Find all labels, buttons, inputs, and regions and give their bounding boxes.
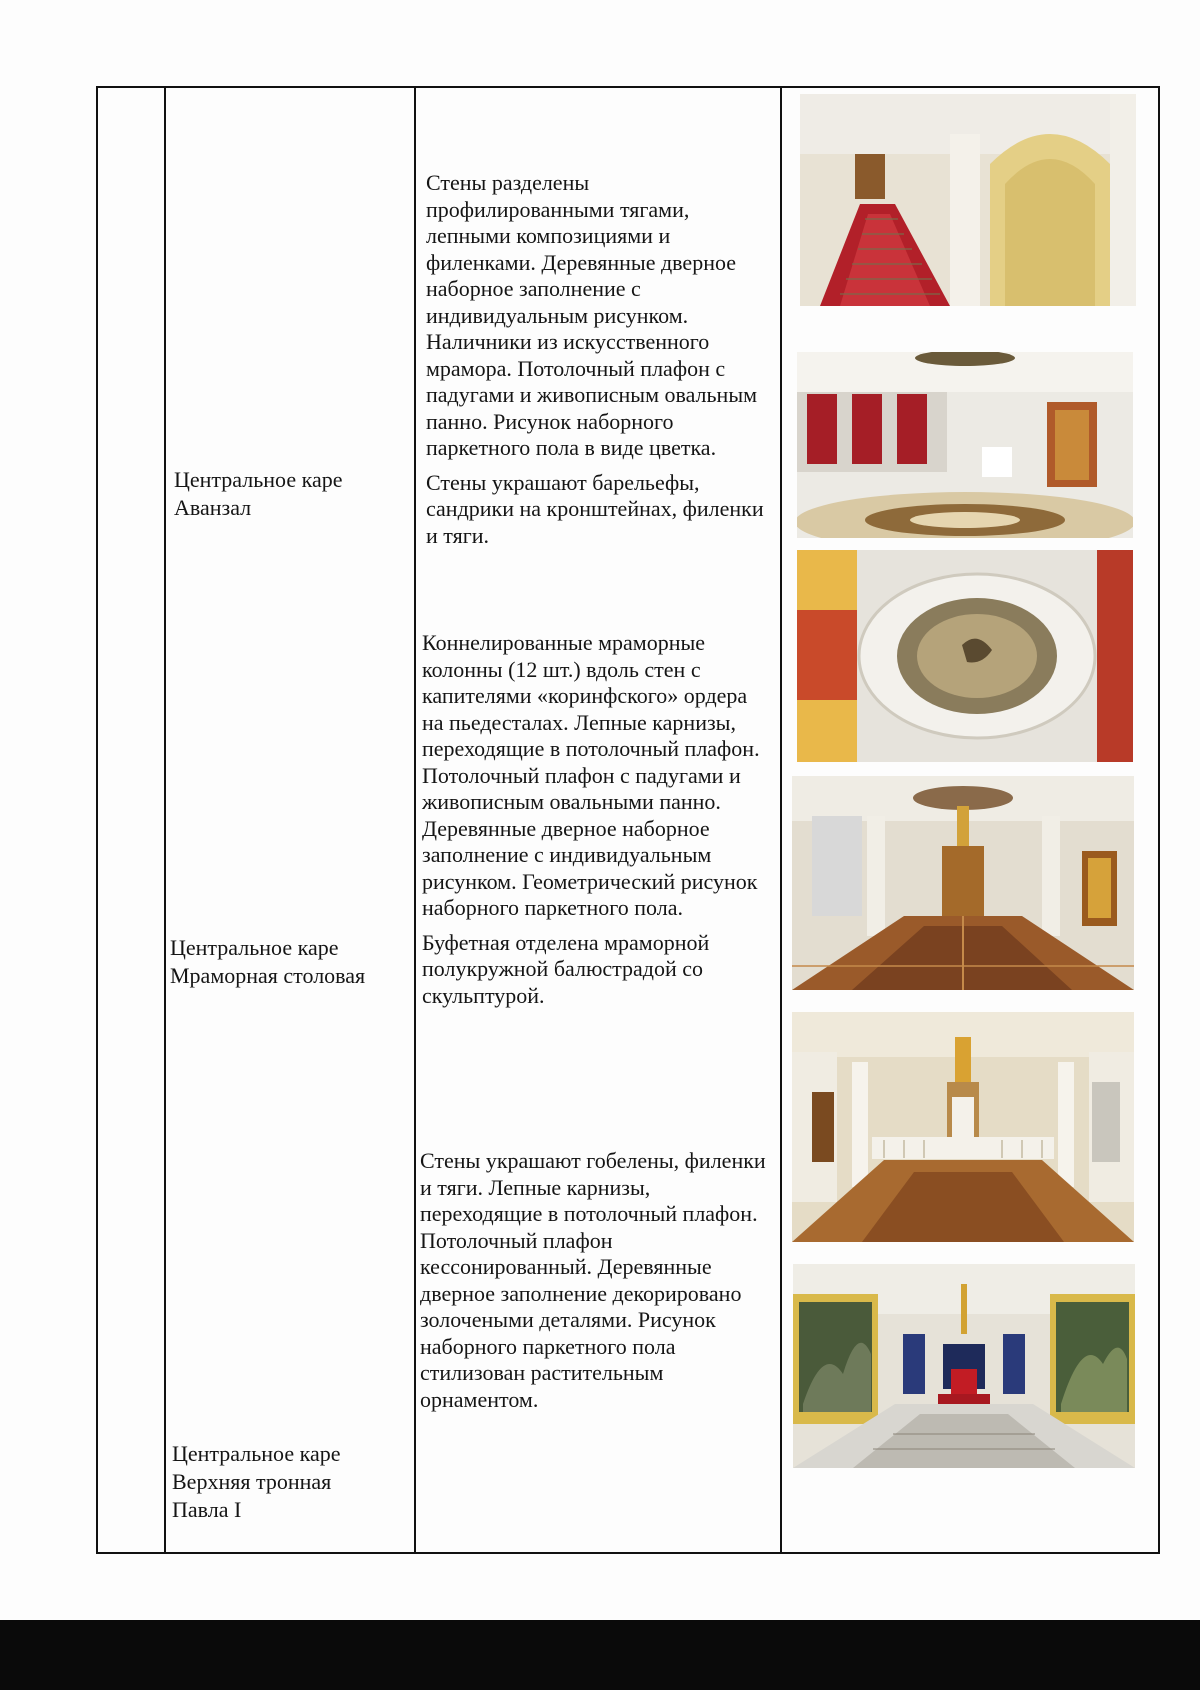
scan-bottom-edge — [0, 1620, 1200, 1690]
description-paragraph: Стены украшают гобелены, филенки и тяги. Лепные карнизы, переходящие в потолочный плафон. Потолочный плафон кессонированный. Деревянные дверное заполнение декорировано золочеными деталями. Рисунок наборного паркетного пола стилизован растительным орнаментом. — [420, 1148, 766, 1412]
room-label-line: Аванзал — [174, 495, 252, 520]
description-paragraph: Буфетная отделена мраморной полукружной балюстрадой со скульптурой. — [422, 929, 710, 1008]
room-label-line: Центральное каре — [170, 935, 339, 960]
room-label-line: Центральное каре — [172, 1441, 341, 1466]
room-label-throne-room — [172, 1440, 340, 1524]
column-divider-3 — [780, 86, 782, 1554]
description-paragraph: Стены разделены профилированными тягами, лепными композициями и филенками. Деревянные дверное наборное заполнение с индивидуальным рисунком. Наличники из искусственного мрамора. Потолочный плафон с падугами и живописным овальным панно. Рисунок наборного паркетного пола в виде цветка. — [426, 170, 758, 460]
room-description-marble-dining — [422, 630, 772, 1009]
table-bottom-border — [96, 1552, 1160, 1554]
throne-room-photo — [793, 1264, 1135, 1468]
avanzal-ceiling-photo — [797, 550, 1133, 762]
description-paragraph: Коннелированные мраморные колонны (12 шт.) вдоль стен с капителями «коринфского» ордера на пьедесталах. Лепные карнизы, переходящие в потолочный плафон. Потолочный плафон с падугами и живописным овальными панно. Деревянные дверное наборное заполнение с индивидуальным рисунком. Геометрический рисунок наборного паркетного пола. — [422, 630, 760, 920]
staircase-hall-photo — [800, 94, 1136, 306]
room-description-avanzal — [426, 170, 776, 549]
room-label-line: Мраморная столовая — [170, 963, 366, 988]
table-right-border — [1158, 86, 1160, 1554]
table-top-border — [98, 86, 1158, 88]
description-paragraph: Стены украшают барельефы, сандрики на кронштейнах, филенки и тяги. — [426, 469, 764, 548]
room-description-throne-room — [420, 1148, 770, 1413]
room-label-line: Центральное каре — [174, 467, 343, 492]
room-label-line: Верхняя тронная — [172, 1469, 332, 1494]
room-label-avanzal — [174, 466, 342, 522]
column-divider-2 — [414, 86, 416, 1554]
marble-dining-hall-photo — [792, 776, 1134, 990]
column-divider-1 — [164, 86, 166, 1554]
avanzal-hall-photo — [797, 352, 1133, 538]
room-label-line: Павла I — [172, 1497, 242, 1522]
room-label-marble-dining — [170, 934, 365, 990]
table-left-border — [96, 86, 98, 1554]
marble-dining-balustrade-photo — [792, 1012, 1134, 1242]
